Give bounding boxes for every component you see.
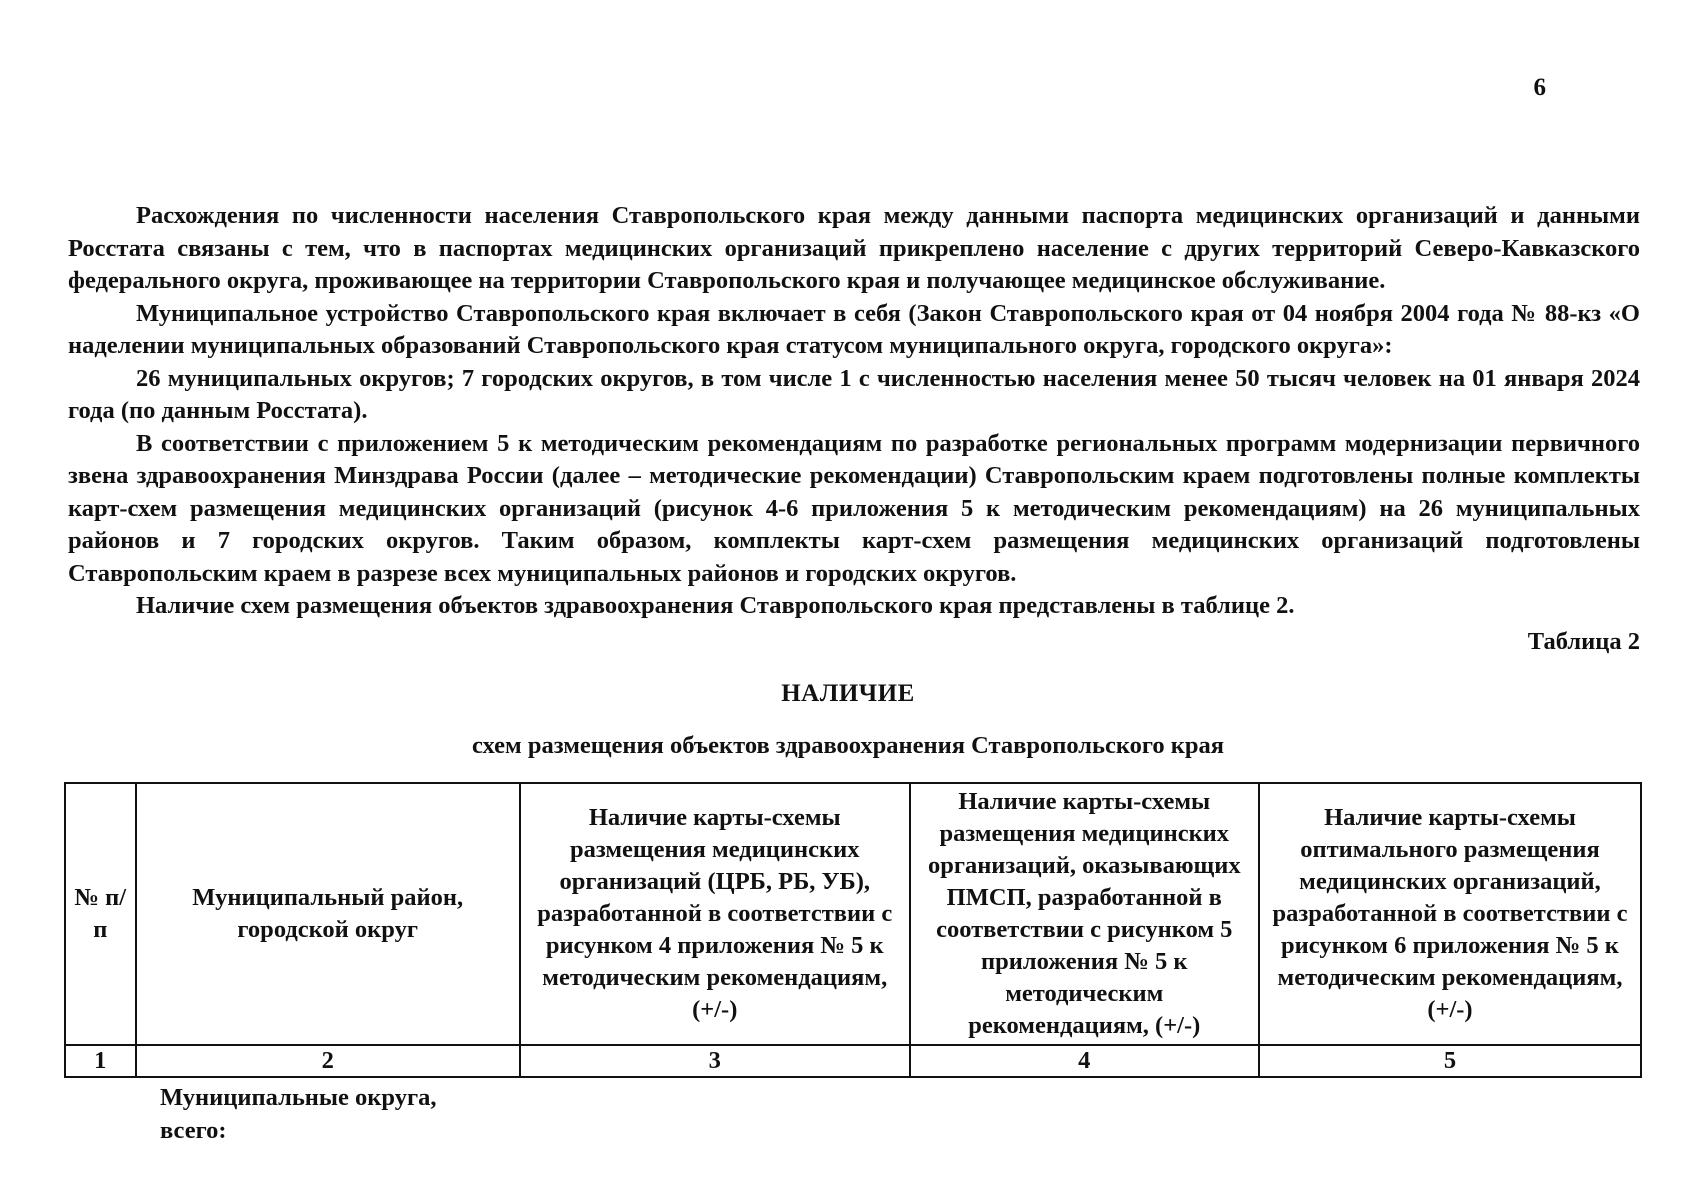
page-number: 6 bbox=[1533, 74, 1546, 101]
table-column-number-row bbox=[65, 1045, 1641, 1077]
column-number-cell: 4 bbox=[910, 1045, 1259, 1077]
paragraph: 26 муниципальных округов; 7 городских округов, в том числе 1 с численностью населения менее 50 тысяч человек на 01 января 2024 года (по данным Росстата). bbox=[68, 364, 1640, 424]
paragraph: Муниципальное устройство Ставропольского края включает в себя (Закон Ставропольского края от 04 ноября 2004 года № 88-кз «О наделении муниципальных образований Ставропольского края статусом муниципального округа, городского округа»: bbox=[68, 299, 1640, 359]
header-cell-map-pmsp: Наличие карты-схемы размещения медицинских организаций, оказывающих ПМСП, разработанной в соответствии с рисунком 5 приложения № 5 к методическим рекомендациям, (+/-) bbox=[910, 783, 1259, 1045]
column-number-cell: 3 bbox=[520, 1045, 910, 1077]
header-cell-district: Муниципальный район, городской округ bbox=[136, 783, 520, 1045]
header-cell-map-optimal: Наличие карты-схемы оптимального размещения медицинских организаций, разработанной в соответствии с рисунком 6 приложения № 5 к методическим рекомендациям, (+/-) bbox=[1259, 783, 1641, 1045]
column-number-cell: 5 bbox=[1259, 1045, 1641, 1077]
table-subtitle: схем размещения объектов здравоохранения Ставропольского края bbox=[471, 732, 1225, 759]
paragraph: Расхождения по численности населения Ставропольского края между данными паспорта медицинских организаций и данными Росстата связаны с тем, что в паспортах медицинских организаций прикреплено население с других территорий Северо-Кавказского федерального округа, проживающее на территории Ставропольского края и получающее медицинское обслуживание. bbox=[68, 202, 1640, 294]
table-header-row bbox=[65, 783, 1641, 1045]
section-label: Муниципальные округа, всего: bbox=[160, 1084, 437, 1144]
header-cell-number: № п/п bbox=[65, 783, 136, 1045]
header-cell-map-crb: Наличие карты-схемы размещения медицинских организаций (ЦРБ, РБ, УБ), разработанной в соответствии с рисунком 4 приложения № 5 к методическим рекомендациям, (+/-) bbox=[520, 783, 910, 1045]
column-number-cell: 1 bbox=[65, 1045, 136, 1077]
paragraph: Наличие схем размещения объектов здравоохранения Ставропольского края представлены в таблице 2. bbox=[136, 592, 1295, 619]
body-text bbox=[68, 200, 1640, 623]
table-label: Таблица 2 bbox=[1527, 628, 1640, 655]
column-number-cell: 2 bbox=[136, 1045, 520, 1077]
paragraph: В соответствии с приложением 5 к методическим рекомендациям по разработке региональных программ модернизации первичного звена здравоохранения Минздрава России (далее – методические рекомендации) Ставропольским краем подготовлены полные комплекты карт-схем размещения медицинских организаций (рисунок 4-6 приложения 5 к методическим рекомендациям) на 26 муниципальных районов и 7 городских округов. Таким образом, комплекты карт-схем размещения медицинских организаций подготовлены Ставропольским краем в разрезе всех муниципальных районов и городских округов. bbox=[68, 429, 1640, 587]
table-title: НАЛИЧИЕ bbox=[781, 680, 915, 707]
schemes-table bbox=[64, 782, 1642, 1078]
